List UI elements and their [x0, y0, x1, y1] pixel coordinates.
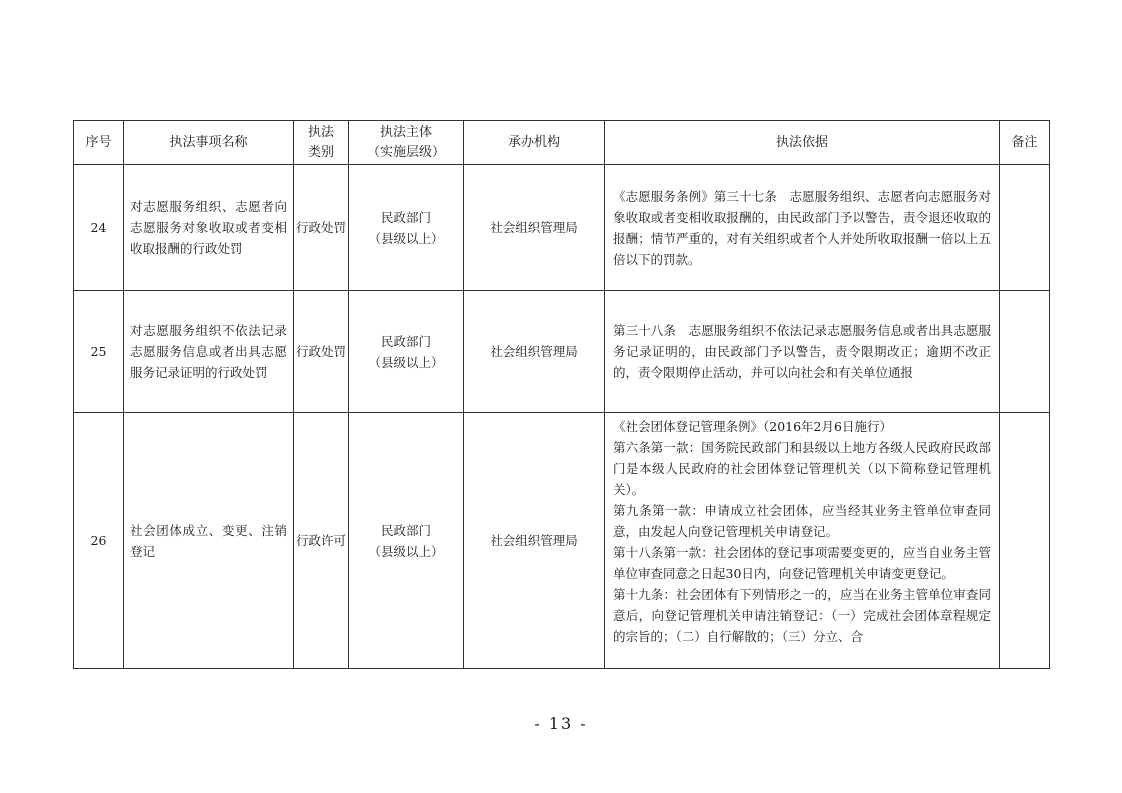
basis-paragraph: 第六条第一款：国务院民政部门和县级以上地方各级人民政府民政部门是本级人民政府的社会团体登记管理机关（以下简称登记管理机关）。 [613, 439, 991, 497]
table-header-row [74, 121, 1050, 165]
row-subject-level: （县级以上） [368, 543, 444, 559]
row-basis [605, 165, 1000, 291]
row-org: 社会组织管理局 [464, 165, 605, 291]
row-subject-level: （县级以上） [368, 354, 444, 370]
row-subject-dept: 民政部门 [380, 209, 431, 225]
table-row [74, 165, 1050, 291]
row-subject [349, 413, 464, 669]
table-row [74, 291, 1050, 413]
row-basis [605, 291, 1000, 413]
header-subject [349, 121, 464, 165]
header-category [294, 121, 349, 165]
basis-paragraph: 第十八条第一款：社会团体的登记事项需要变更的，应当自业务主管单位审查同意之日起30日内，向登记管理机关申请变更登记。 [613, 544, 991, 581]
table-row [74, 413, 1050, 669]
enforcement-items-table [73, 120, 1050, 669]
row-remark [1000, 165, 1050, 291]
row-subject-level: （县级以上） [368, 230, 444, 246]
basis-text-block [613, 414, 991, 668]
row-item-name: 对志愿服务组织、志愿者向志愿服务对象收取或者变相收取报酬的行政处罚 [124, 165, 294, 291]
basis-paragraph: 第九条第一款：申请成立社会团体，应当经其业务主管单位审查同意，由发起人向登记管理机关申请登记。 [613, 502, 991, 539]
header-category-line2: 类别 [307, 144, 334, 160]
basis-paragraph: 《志愿服务条例》第三十七条 志愿服务组织、志愿者向志愿服务对象收取或者变相收取报酬的，由民政部门予以警告，责令退还收取的报酬；情节严重的，对有关组织或者个人并处所收取报酬一倍以上五倍以下的罚款。 [613, 188, 991, 267]
row-org: 社会组织管理局 [464, 413, 605, 669]
row-category: 行政许可 [294, 413, 349, 669]
row-subject [349, 291, 464, 413]
row-category: 行政处罚 [294, 291, 349, 413]
row-item-name: 社会团体成立、变更、注销登记 [124, 413, 294, 669]
row-remark [1000, 413, 1050, 669]
row-seq: 26 [74, 413, 124, 669]
basis-paragraph: 《社会团体登记管理条例》（2016年2月6日施行） [613, 418, 892, 434]
row-subject-dept: 民政部门 [380, 333, 431, 349]
row-seq: 24 [74, 165, 124, 291]
header-seq: 序号 [74, 121, 124, 165]
row-category: 行政处罚 [294, 165, 349, 291]
row-subject [349, 165, 464, 291]
basis-paragraph: 第十九条：社会团体有下列情形之一的，应当在业务主管单位审查同意后，向登记管理机关申请注销登记：（一）完成社会团体章程规定的宗旨的；（二）自行解散的；（三）分立、合 [613, 586, 991, 644]
header-basis: 执法依据 [605, 121, 1000, 165]
row-remark [1000, 291, 1050, 413]
basis-paragraph: 第三十八条 志愿服务组织不依法记录志愿服务信息或者出具志愿服务记录证明的，由民政部门予以警告，责令限期改正；逾期不改正的，责令限期停止活动，并可以向社会和有关单位通报 [613, 323, 991, 380]
page-number: - 13 - [534, 714, 588, 733]
header-org: 承办机构 [464, 121, 605, 165]
header-name: 执法事项名称 [124, 121, 294, 165]
row-basis [605, 413, 1000, 669]
header-remark: 备注 [1000, 121, 1050, 165]
header-subject-line2: （实施层级） [366, 144, 445, 160]
row-item-name: 对志愿服务组织不依法记录志愿服务信息或者出具志愿服务记录证明的行政处罚 [124, 291, 294, 413]
header-category-line1: 执法 [307, 124, 334, 140]
row-seq: 25 [74, 291, 124, 413]
row-org: 社会组织管理局 [464, 291, 605, 413]
header-subject-line1: 执法主体 [379, 124, 432, 140]
row-subject-dept: 民政部门 [380, 522, 431, 538]
